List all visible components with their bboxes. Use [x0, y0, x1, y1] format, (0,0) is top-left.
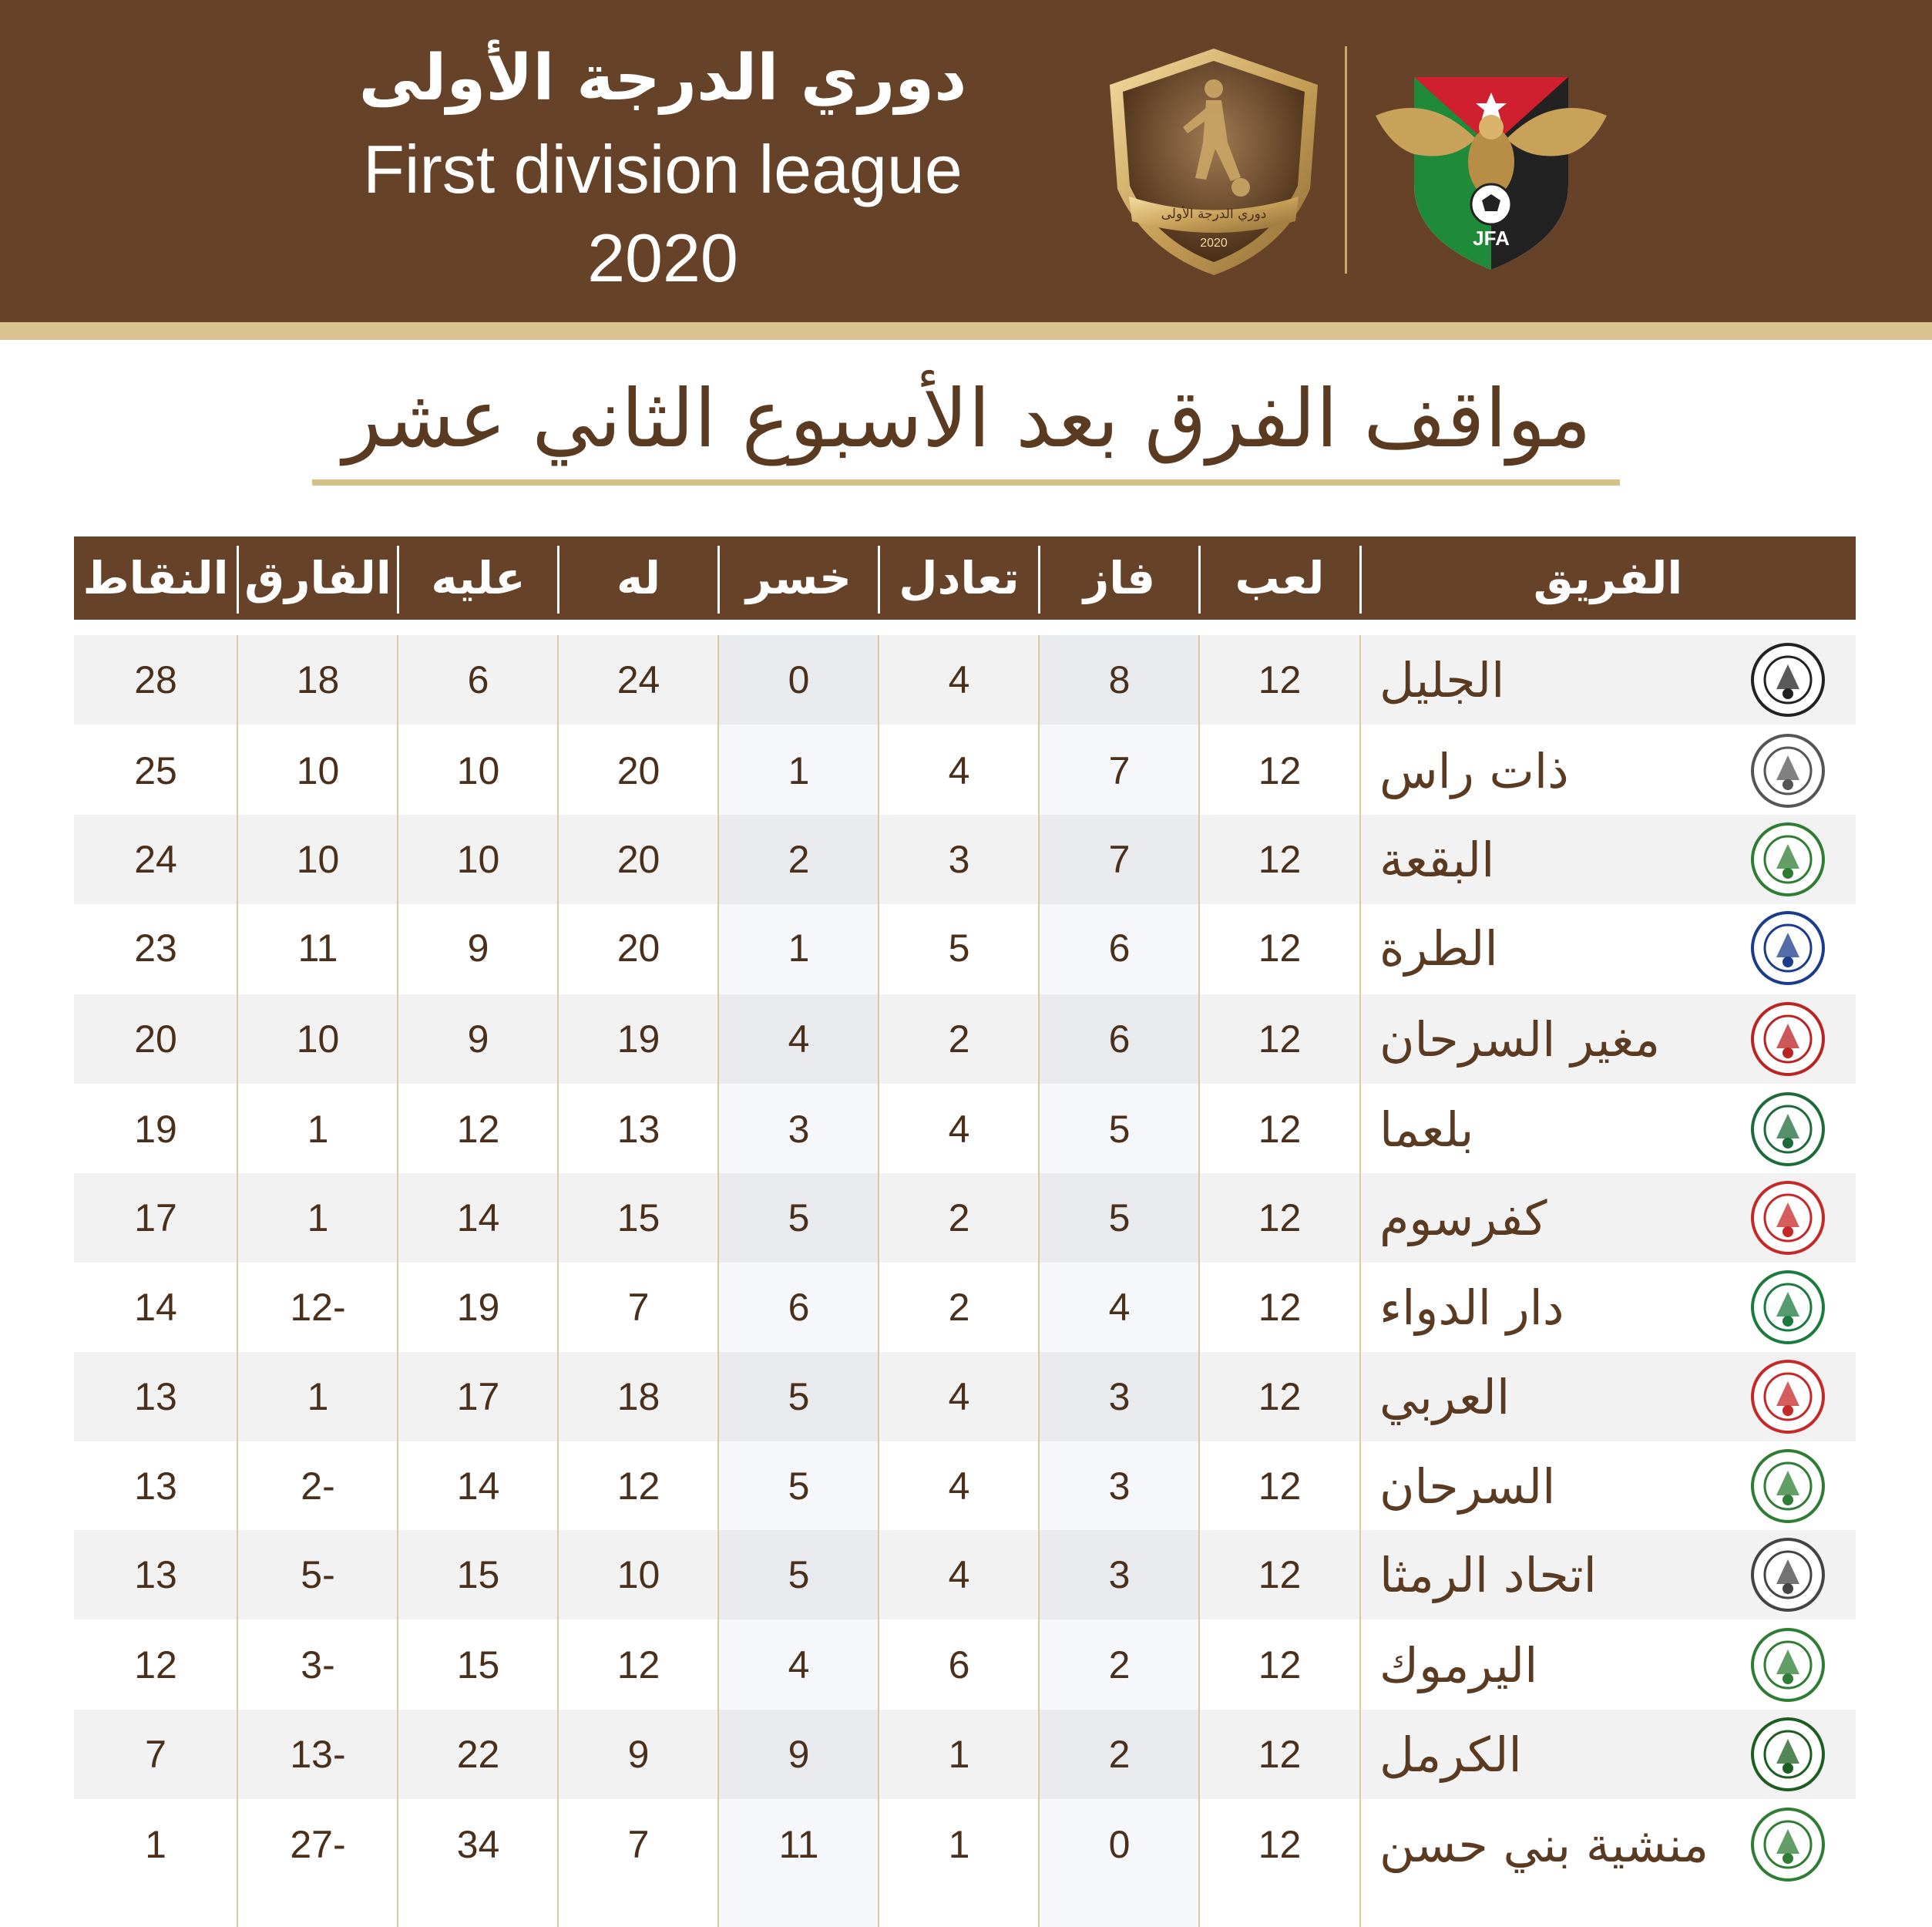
- cell-drawn: 2: [948, 1286, 970, 1329]
- cell-won: 7: [1108, 838, 1131, 881]
- tura-logo-icon: [1738, 903, 1838, 993]
- team-name: السرحان: [1379, 1458, 1556, 1515]
- cell-gf: 7: [627, 1286, 650, 1329]
- thatras-logo-icon: [1738, 726, 1838, 816]
- table-row: [74, 726, 1856, 816]
- cell-drawn: 4: [948, 658, 970, 701]
- league-title-arabic: دوري الدرجة الأولى: [358, 42, 967, 115]
- header-separator: [717, 546, 720, 614]
- cell-gd: 11: [297, 927, 338, 970]
- karmel-logo-icon: [1738, 1710, 1838, 1799]
- cell-lost: 3: [788, 1108, 810, 1151]
- cell-won: 5: [1108, 1196, 1131, 1239]
- header-separator: [557, 546, 559, 614]
- cell-gd: 10: [296, 1017, 340, 1061]
- team-name: الجليل: [1379, 651, 1505, 708]
- cell-gd: 10: [296, 838, 340, 881]
- cell-won: 6: [1108, 927, 1131, 970]
- cell-ga: 10: [456, 749, 500, 792]
- cell-gf: 7: [627, 1823, 650, 1866]
- cell-gd: 1: [307, 1196, 329, 1239]
- cell-pts: 1: [145, 1823, 166, 1866]
- cell-pts: 13: [134, 1375, 177, 1418]
- cell-pts: 28: [134, 658, 177, 701]
- cell-gd: 27-: [290, 1823, 346, 1866]
- header-separator: [1359, 546, 1362, 614]
- cell-gf: 20: [617, 838, 660, 881]
- sarhan-logo-icon: [1738, 1441, 1838, 1531]
- league-shield-logo-icon: [1098, 42, 1329, 281]
- cell-gf: 20: [617, 927, 660, 970]
- cell-gd: 13-: [290, 1733, 346, 1776]
- cell-ga: 15: [456, 1643, 500, 1687]
- col-header-won: فاز: [1083, 552, 1156, 604]
- header-divider: [1345, 46, 1347, 274]
- cell-won: 0: [1108, 1823, 1131, 1866]
- cell-ga: 10: [456, 838, 500, 881]
- team-name: اتحاد الرمثا: [1379, 1546, 1597, 1603]
- standings-subtitle: مواقف الفرق بعد الأسبوع الثاني عشر: [343, 372, 1591, 466]
- cell-lost: 2: [788, 838, 810, 881]
- league-year: 2020: [587, 220, 738, 296]
- cell-played: 12: [1258, 658, 1302, 701]
- cell-gf: 19: [617, 1017, 660, 1061]
- cell-lost: 5: [788, 1196, 810, 1239]
- jfa-crest-logo-icon: [1368, 46, 1614, 277]
- cell-gf: 10: [617, 1553, 660, 1596]
- cell-lost: 5: [788, 1465, 810, 1508]
- cell-gd: 5-: [301, 1553, 335, 1596]
- cell-lost: 4: [788, 1643, 810, 1687]
- cell-played: 12: [1258, 1375, 1302, 1418]
- cell-gf: 9: [627, 1733, 650, 1776]
- cell-drawn: 2: [948, 1196, 970, 1239]
- cell-won: 3: [1108, 1553, 1131, 1596]
- cell-pts: 23: [134, 927, 177, 970]
- table-row: [74, 903, 1856, 993]
- cell-lost: 6: [788, 1286, 810, 1329]
- cell-won: 7: [1108, 749, 1131, 792]
- header-separator: [878, 546, 880, 614]
- cell-drawn: 1: [948, 1733, 970, 1776]
- col-header-gd: الفارق: [244, 552, 391, 604]
- cell-gd: 18: [296, 658, 340, 701]
- league-title-english: First division league: [363, 131, 963, 207]
- mughayyir-sarhan-logo-icon: [1738, 994, 1838, 1084]
- cell-won: 2: [1108, 1643, 1131, 1687]
- cell-ga: 15: [456, 1553, 500, 1596]
- team-name: دار الدواء: [1379, 1279, 1564, 1336]
- team-name: الطرة: [1379, 920, 1498, 977]
- cell-lost: 1: [788, 927, 810, 970]
- cell-ga: 34: [456, 1823, 500, 1866]
- cell-lost: 5: [788, 1553, 810, 1596]
- al-jalil-logo-icon: [1738, 635, 1838, 725]
- cell-drawn: 4: [948, 1108, 970, 1151]
- subtitle-underline: [312, 479, 1620, 486]
- cell-lost: 11: [778, 1823, 819, 1866]
- manshiyeh-logo-icon: [1738, 1800, 1838, 1889]
- col-header-gf: له: [617, 552, 660, 604]
- col-header-played: لعب: [1235, 552, 1325, 604]
- header-separator: [1198, 546, 1201, 614]
- cell-won: 4: [1108, 1286, 1131, 1329]
- cell-won: 5: [1108, 1108, 1131, 1151]
- league-badge-year: 2020: [1200, 237, 1228, 250]
- cell-played: 12: [1258, 1733, 1302, 1776]
- cell-lost: 9: [788, 1733, 810, 1776]
- cell-gd: 2-: [301, 1465, 335, 1508]
- cell-ga: 9: [467, 1017, 489, 1061]
- table-row: [74, 1352, 1856, 1441]
- table-row: [74, 1173, 1856, 1263]
- cell-ga: 14: [456, 1465, 500, 1508]
- cell-gd: 12-: [290, 1286, 346, 1329]
- col-header-pts: النقاط: [82, 552, 229, 604]
- cell-played: 12: [1258, 1643, 1302, 1687]
- cell-pts: 12: [134, 1643, 177, 1687]
- cell-pts: 20: [134, 1017, 177, 1061]
- cell-won: 3: [1108, 1465, 1131, 1508]
- header-separator: [1038, 546, 1040, 614]
- table-row: [74, 1441, 1856, 1531]
- baqaa-logo-icon: [1738, 815, 1838, 904]
- cell-drawn: 4: [948, 749, 970, 792]
- team-name: العربي: [1379, 1368, 1510, 1425]
- header-separator: [237, 546, 239, 614]
- kufrsoum-logo-icon: [1738, 1173, 1838, 1263]
- team-name: البقعة: [1379, 831, 1495, 888]
- cell-pts: 7: [145, 1733, 166, 1776]
- cell-gf: 12: [617, 1465, 660, 1508]
- cell-pts: 17: [134, 1196, 177, 1239]
- cell-played: 12: [1258, 1553, 1302, 1596]
- team-name: منشية بني حسن: [1379, 1816, 1709, 1873]
- col-header-drawn: تعادل: [899, 552, 1020, 604]
- cell-gf: 15: [617, 1196, 660, 1239]
- cell-gf: 24: [617, 658, 660, 701]
- cell-pts: 14: [134, 1286, 177, 1329]
- cell-drawn: 3: [948, 838, 970, 881]
- cell-played: 12: [1258, 1196, 1302, 1239]
- league-badge-text: دوري الدرجة الأولى: [1161, 207, 1267, 222]
- cell-gf: 12: [617, 1643, 660, 1687]
- cell-pts: 13: [134, 1465, 177, 1508]
- cell-played: 12: [1258, 927, 1302, 970]
- cell-drawn: 4: [948, 1375, 970, 1418]
- col-header-team: الفريق: [1533, 552, 1683, 604]
- table-row: [74, 1710, 1856, 1799]
- cell-ga: 17: [456, 1375, 500, 1418]
- cell-lost: 1: [788, 749, 810, 792]
- cell-played: 12: [1258, 838, 1302, 881]
- col-header-lost: خسر: [746, 552, 852, 604]
- team-name: كفرسوم: [1379, 1189, 1547, 1246]
- cell-ga: 14: [456, 1196, 500, 1239]
- cell-played: 12: [1258, 1465, 1302, 1508]
- cell-gd: 1: [307, 1375, 329, 1418]
- table-row: [74, 994, 1856, 1084]
- cell-gd: 1: [307, 1108, 329, 1151]
- cell-played: 12: [1258, 749, 1302, 792]
- header-gold-band: [0, 322, 1932, 340]
- team-name: الكرمل: [1379, 1726, 1522, 1783]
- team-name: مغير السرحان: [1379, 1011, 1661, 1068]
- cell-played: 12: [1258, 1286, 1302, 1329]
- cell-ga: 22: [456, 1733, 500, 1776]
- cell-gf: 13: [617, 1108, 660, 1151]
- team-name: اليرموك: [1379, 1636, 1538, 1693]
- cell-ga: 19: [456, 1286, 500, 1329]
- cell-gf: 20: [617, 749, 660, 792]
- cell-played: 12: [1258, 1108, 1302, 1151]
- cell-ga: 9: [467, 927, 489, 970]
- table-row: [74, 635, 1856, 725]
- cell-won: 6: [1108, 1017, 1131, 1061]
- arabi-logo-icon: [1738, 1352, 1838, 1441]
- table-row: [74, 1085, 1856, 1174]
- table-row: [74, 1530, 1856, 1619]
- table-row: [74, 815, 1856, 904]
- cell-gf: 18: [617, 1375, 660, 1418]
- table-row: [74, 1800, 1856, 1889]
- col-header-ga: عليه: [431, 552, 526, 604]
- cell-won: 2: [1108, 1733, 1131, 1776]
- cell-lost: 0: [788, 658, 810, 701]
- cell-drawn: 5: [948, 927, 970, 970]
- cell-lost: 4: [788, 1017, 810, 1061]
- dar-dawa-logo-icon: [1738, 1263, 1838, 1352]
- jfa-badge-text: JFA: [1473, 227, 1510, 250]
- yarmouk-logo-icon: [1738, 1620, 1838, 1710]
- cell-ga: 12: [456, 1108, 500, 1151]
- cell-gd: 10: [296, 749, 340, 792]
- cell-played: 12: [1258, 1017, 1302, 1061]
- ittihad-ramtha-logo-icon: [1738, 1530, 1838, 1619]
- table-row: [74, 1263, 1856, 1352]
- team-name: ذات راس: [1379, 742, 1569, 799]
- cell-played: 12: [1258, 1823, 1302, 1866]
- cell-gd: 3-: [301, 1643, 335, 1687]
- cell-ga: 6: [467, 658, 489, 701]
- balama-logo-icon: [1738, 1085, 1838, 1174]
- table-row: [74, 1620, 1856, 1710]
- cell-drawn: 1: [948, 1823, 970, 1866]
- cell-drawn: 4: [948, 1465, 970, 1508]
- header-separator: [397, 546, 399, 614]
- cell-drawn: 2: [948, 1017, 970, 1061]
- cell-drawn: 4: [948, 1553, 970, 1596]
- cell-won: 8: [1108, 658, 1131, 701]
- cell-pts: 24: [134, 838, 177, 881]
- cell-won: 3: [1108, 1375, 1131, 1418]
- cell-drawn: 6: [948, 1643, 970, 1687]
- team-name: بلعما: [1379, 1101, 1474, 1158]
- cell-pts: 19: [134, 1108, 177, 1151]
- cell-lost: 5: [788, 1375, 810, 1418]
- cell-pts: 13: [134, 1553, 177, 1596]
- cell-pts: 25: [134, 749, 177, 792]
